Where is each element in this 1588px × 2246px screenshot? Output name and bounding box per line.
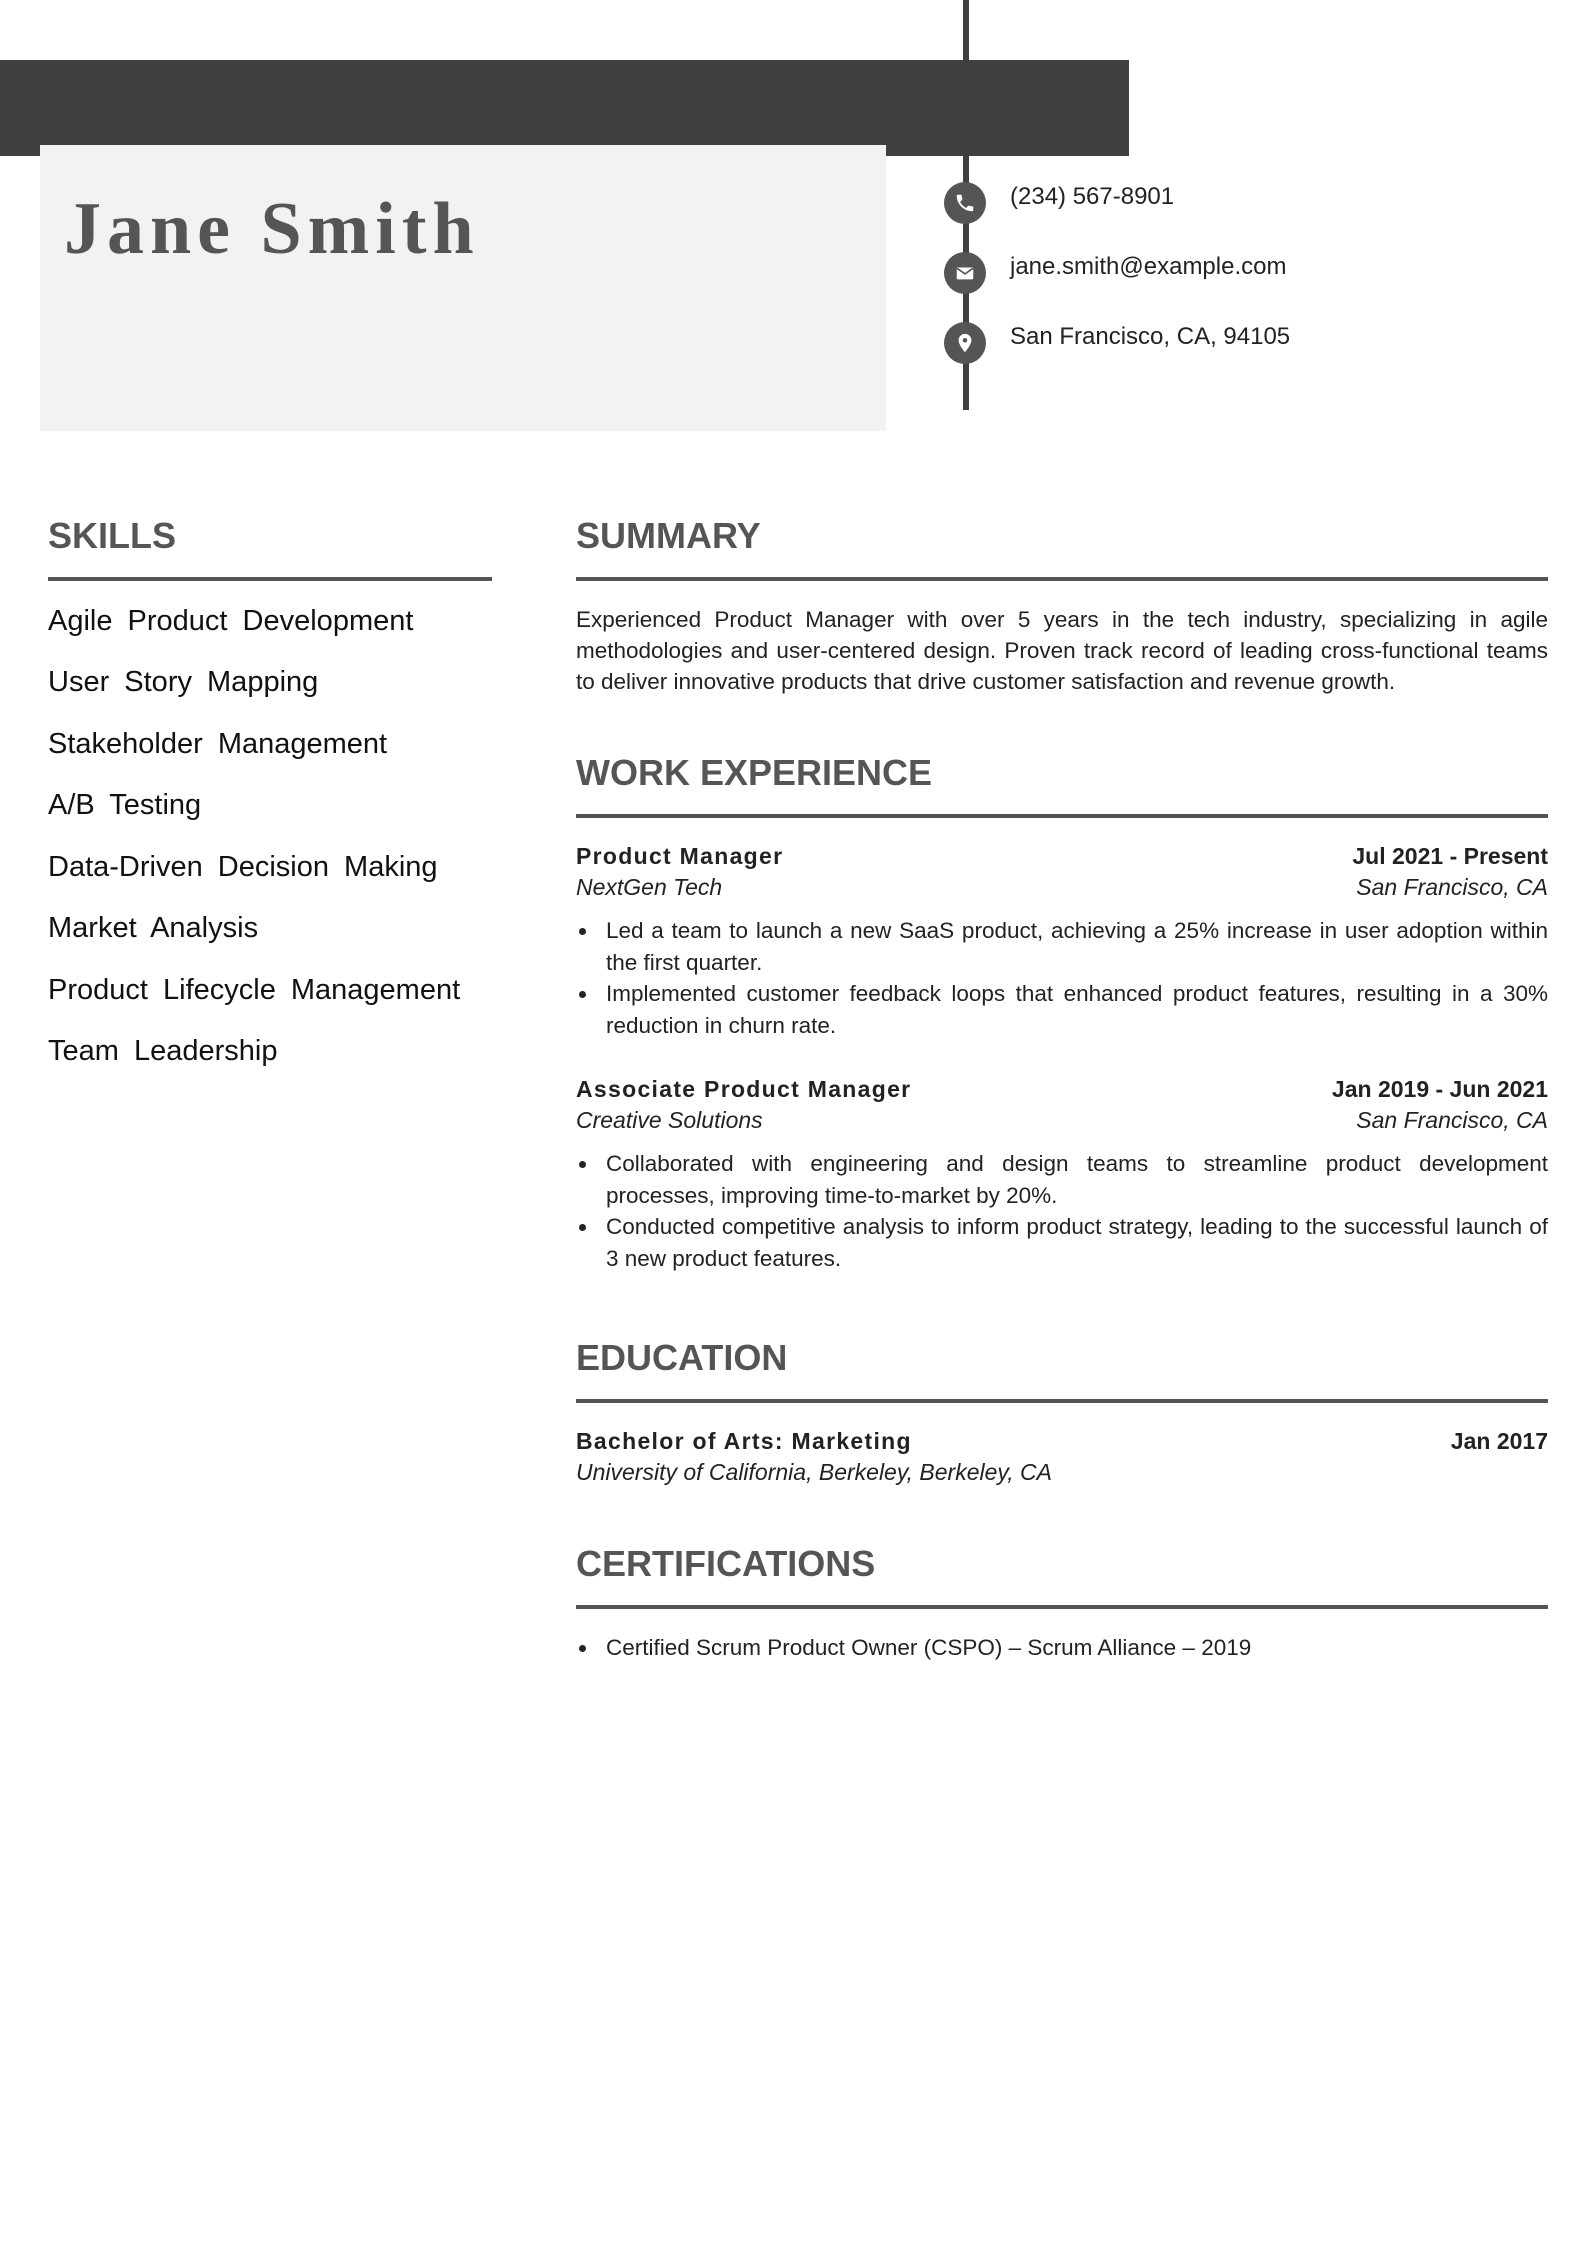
list-item: Conducted competitive analysis to inform product strategy, leading to the successful launch of 3 new product features. (576, 1211, 1548, 1274)
phone-icon (944, 182, 986, 224)
list-item: Led a team to launch a new SaaS product, achieving a 25% increase in user adoption within the first quarter. (576, 915, 1548, 978)
job-company: NextGen Tech (576, 874, 723, 900)
job-date: Jul 2021 - Present (1352, 843, 1548, 869)
skill-item: Team Leadership (48, 1035, 278, 1067)
degree-date: Jan 2017 (1450, 1428, 1548, 1454)
skill-item: Stakeholder Management (48, 728, 388, 760)
job-bullets (576, 1148, 1548, 1274)
skill-item: Agile Product Development (48, 605, 414, 637)
summary-divider (576, 577, 1548, 581)
education-heading: EDUCATION (576, 1337, 788, 1378)
degree-title: Bachelor of Arts: Marketing (576, 1428, 912, 1454)
skill-item: User Story Mapping (48, 666, 319, 698)
map-pin-icon (944, 322, 986, 364)
list-item: Implemented customer feedback loops that enhanced product features, resulting in a 30% reduction in churn rate. (576, 978, 1548, 1041)
work-heading: WORK EXPERIENCE (576, 752, 933, 793)
header-bar (0, 60, 1129, 156)
skills-divider (48, 577, 492, 581)
envelope-icon (944, 252, 986, 294)
certifications-list (576, 1632, 1548, 1664)
job-date: Jan 2019 - Jun 2021 (1331, 1076, 1548, 1102)
skill-item: Data-Driven Decision Making (48, 851, 438, 883)
certifications-heading: CERTIFICATIONS (576, 1543, 876, 1584)
contact-location: San Francisco, CA, 94105 (1010, 323, 1291, 350)
summary-text: Experienced Product Manager with over 5 years in the tech industry, specializing in agile methodologies and user-centered design. Proven track record of leading cross-functional teams to deliver innovative products that drive customer satisfaction and revenue growth. (576, 607, 1548, 694)
contact-email: jane.smith@example.com (1010, 253, 1287, 280)
summary-heading: SUMMARY (576, 515, 761, 556)
list-item: Certified Scrum Product Owner (CSPO) – Scrum Alliance – 2019 (576, 1632, 1548, 1664)
job-bullets (576, 915, 1548, 1041)
contact-phone: (234) 567-8901 (1010, 183, 1175, 210)
skills-heading: SKILLS (48, 515, 177, 556)
education-divider (576, 1399, 1548, 1403)
candidate-name: Jane Smith (64, 188, 480, 270)
certifications-divider (576, 1605, 1548, 1609)
school-name: University of California, Berkeley, Berkeley, CA (576, 1459, 1052, 1485)
job-location: San Francisco, CA (1356, 1107, 1548, 1133)
job-company: Creative Solutions (576, 1107, 763, 1133)
work-divider (576, 814, 1548, 818)
skill-item: Product Lifecycle Management (48, 974, 461, 1006)
skill-item: A/B Testing (48, 789, 202, 821)
job-title: Product Manager (576, 843, 784, 869)
job-location: San Francisco, CA (1356, 874, 1548, 900)
skill-item: Market Analysis (48, 912, 259, 944)
list-item: Collaborated with engineering and design teams to streamline product development processes, improving time-to-market by 20%. (576, 1148, 1548, 1211)
job-title: Associate Product Manager (576, 1076, 912, 1102)
